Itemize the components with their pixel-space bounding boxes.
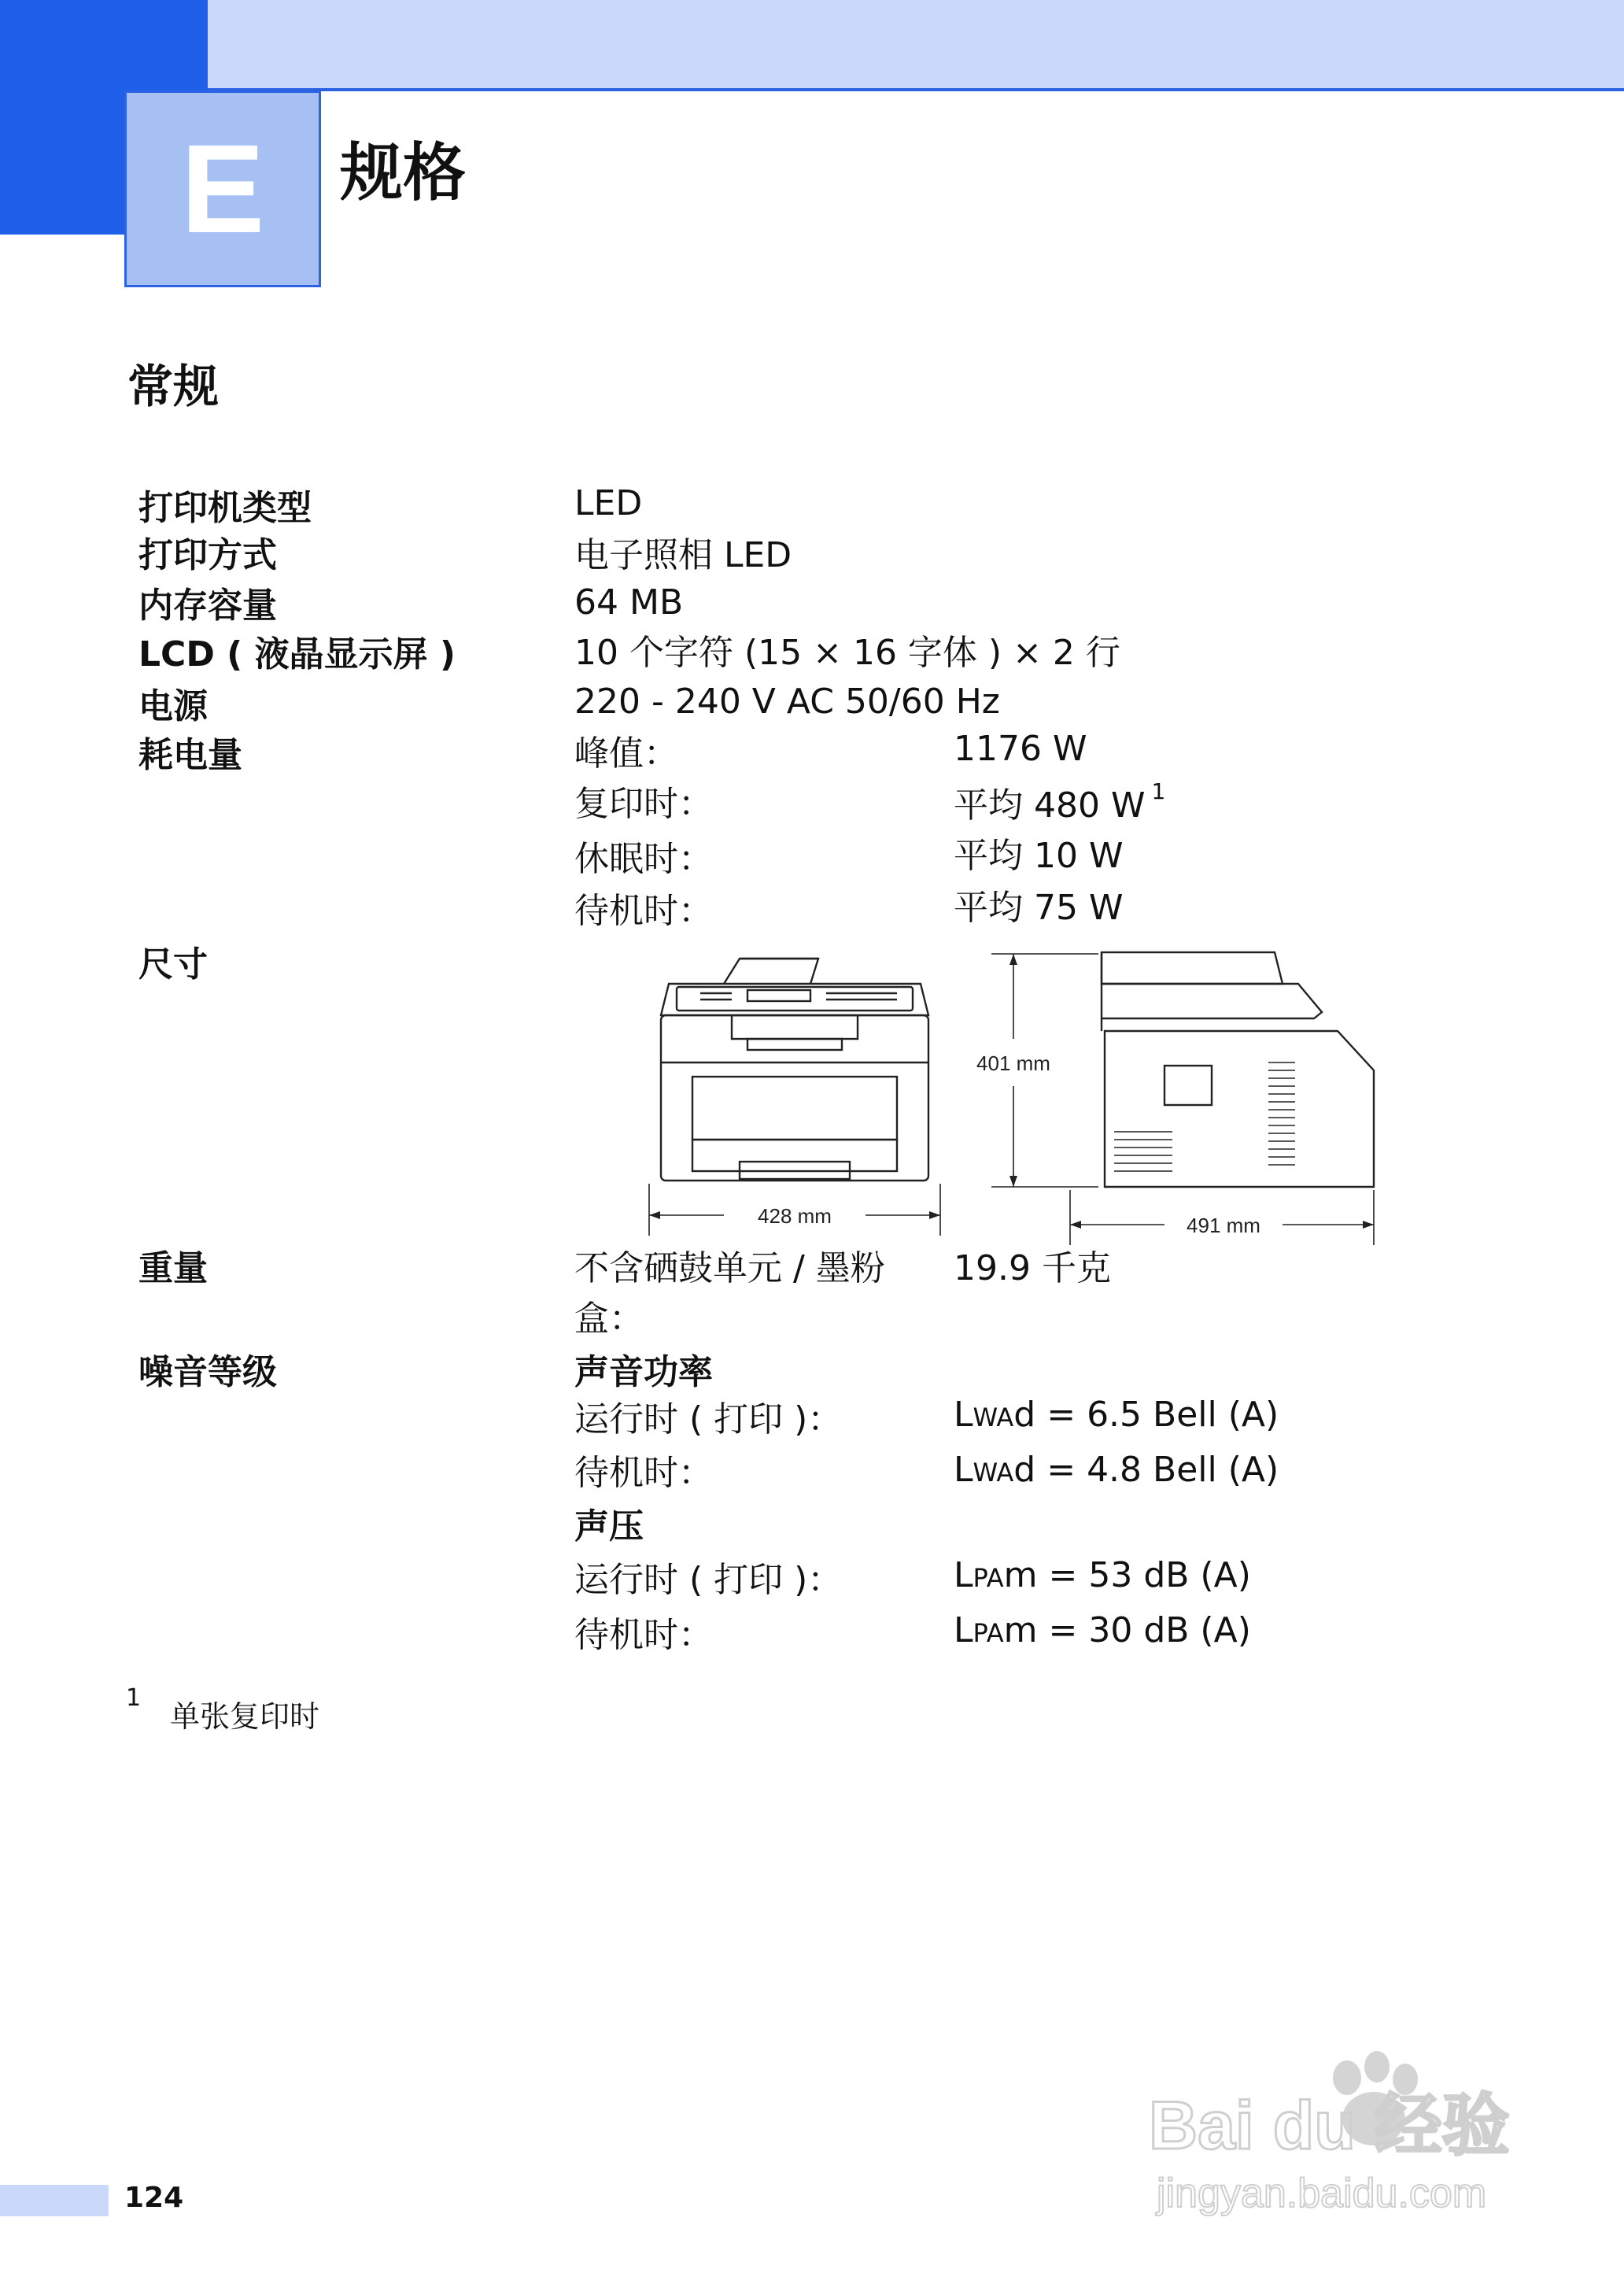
label-weight: 重量 bbox=[138, 1248, 208, 1288]
weight-name-line1: 不含硒鼓单元 / 墨粉 bbox=[574, 1248, 885, 1288]
printer-dimension-diagram bbox=[629, 937, 1401, 1251]
header-rule bbox=[208, 88, 1624, 91]
consumption-name-sleep: 休眠时： bbox=[574, 839, 713, 879]
sound-pressure-value-standby: LPAm = 30 dB (A) bbox=[954, 1610, 1251, 1650]
sound-power-value-standby: LWAd = 4.8 Bell (A) bbox=[954, 1450, 1279, 1490]
sound-power-name-standby: 待机时： bbox=[574, 1453, 713, 1493]
label-consumption: 耗电量 bbox=[138, 735, 242, 775]
printer-side-view bbox=[991, 952, 1374, 1245]
printer-front-view bbox=[649, 959, 940, 1236]
consumption-name-copy: 复印时： bbox=[574, 784, 713, 824]
sound-power-value-operating: LWAd = 6.5 Bell (A) bbox=[954, 1395, 1279, 1435]
consumption-name-peak: 峰值： bbox=[574, 734, 678, 774]
label-printer-type: 打印机类型 bbox=[138, 488, 312, 528]
sound-power-heading: 声音功率 bbox=[574, 1352, 713, 1392]
dimension-depth-label: 491 mm bbox=[1187, 1214, 1260, 1237]
label-power: 电源 bbox=[138, 686, 208, 726]
label-lcd: LCD ( 液晶显示屏 ) bbox=[138, 634, 456, 674]
dimension-width-label: 428 mm bbox=[758, 1204, 832, 1228]
sound-pressure-name-operating: 运行时 ( 打印 )： bbox=[574, 1560, 843, 1600]
label-dimensions: 尺寸 bbox=[138, 944, 208, 985]
footnote-text: 单张复印时 bbox=[170, 1699, 320, 1734]
label-memory: 内存容量 bbox=[138, 586, 277, 626]
chapter-title: 规格 bbox=[340, 136, 466, 209]
watermark-brand: Bai du 经验 bbox=[1149, 2088, 1510, 2164]
label-print-method: 打印方式 bbox=[138, 535, 277, 575]
label-noise: 噪音等级 bbox=[138, 1352, 277, 1392]
consumption-value-standby: 平均 75 W bbox=[954, 888, 1124, 928]
value-power: 220 - 240 V AC 50/60 Hz bbox=[574, 682, 1000, 722]
page-number: 124 bbox=[124, 2182, 184, 2214]
consumption-value-sleep: 平均 10 W bbox=[954, 836, 1124, 876]
section-title: 常规 bbox=[127, 360, 220, 413]
watermark-url: jingyan.baidu.com bbox=[1157, 2171, 1487, 2216]
chapter-letter: E bbox=[180, 118, 265, 259]
footnote-number: 1 bbox=[126, 1684, 142, 1712]
consumption-name-standby: 待机时： bbox=[574, 891, 713, 931]
sound-pressure-name-standby: 待机时： bbox=[574, 1615, 713, 1655]
page-number-bar bbox=[0, 2185, 109, 2216]
value-printer-type: LED bbox=[574, 483, 643, 523]
value-memory: 64 MB bbox=[574, 582, 684, 623]
sound-pressure-heading: 声压 bbox=[574, 1506, 644, 1547]
value-print-method: 电子照相 LED bbox=[574, 535, 792, 575]
dimension-height-label: 401 mm bbox=[976, 1051, 1050, 1075]
weight-name-line2: 盒： bbox=[574, 1299, 644, 1339]
weight-value: 19.9 千克 bbox=[954, 1248, 1111, 1288]
sound-pressure-value-operating: LPAm = 53 dB (A) bbox=[954, 1555, 1251, 1595]
value-lcd: 10 个字符 (15 × 16 字体 ) × 2 行 bbox=[574, 633, 1120, 673]
sound-power-name-operating: 运行时 ( 打印 )： bbox=[574, 1399, 843, 1439]
consumption-value-copy: 平均 480 W $^1$ bbox=[954, 778, 1166, 826]
footnote-ref: 1 bbox=[1151, 778, 1166, 804]
baidu-watermark bbox=[1141, 2046, 1550, 2235]
header-light-band bbox=[208, 0, 1624, 88]
consumption-value-peak: 1176 W bbox=[954, 729, 1087, 769]
